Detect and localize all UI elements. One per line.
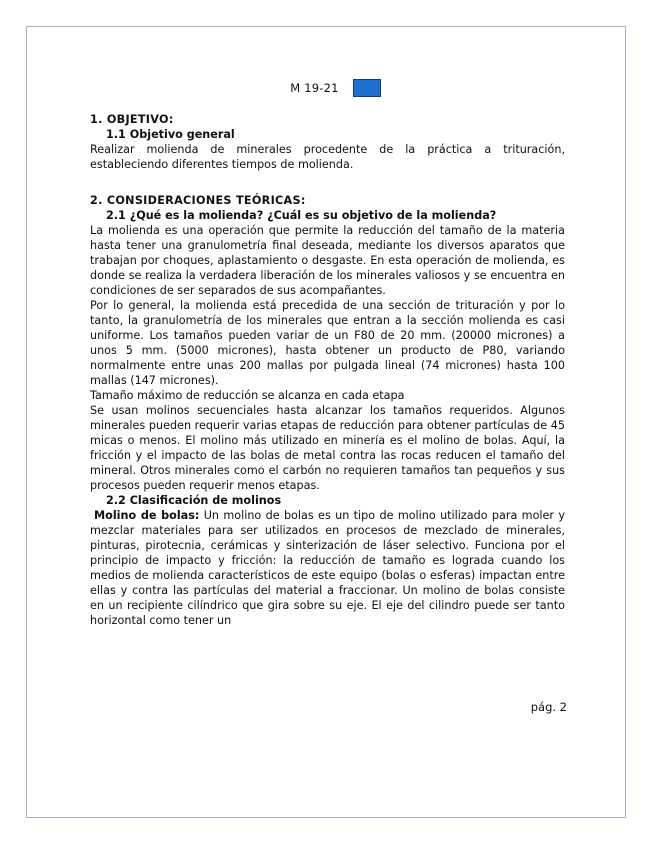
document-code: M 19-21 (290, 80, 339, 95)
section-2-heading: 2. CONSIDERACIONES TEÓRICAS: (90, 194, 306, 207)
section-1-heading: 1. OBJETIVO: (90, 113, 174, 126)
page-header (90, 78, 565, 98)
section-1-1-heading: 1.1 Objetivo general (106, 128, 235, 141)
section-2-2-paragraph (90, 508, 565, 628)
page-number: pág. 2 (530, 700, 567, 714)
color-box (353, 79, 381, 97)
section-2-2-heading: 2.2 Clasificación de molinos (106, 494, 282, 507)
section-1-paragraph: Realizar molienda de minerales procedente de la práctica a trituración, estableciendo diferentes tiempos de molienda. (90, 143, 565, 171)
document-body (90, 78, 565, 628)
section-2-1-heading: 2.1 ¿Qué es la molienda? ¿Cuál es su objetivo de la molienda? (106, 209, 497, 222)
section-2-1-paragraph-3: Tamaño máximo de reducción se alcanza en cada etapa (90, 389, 405, 402)
section-2-1-paragraph-1: La molienda es una operación que permite la reducción del tamaño de la materia hasta tener una granulometría final deseada, mediante los diversos aparatos que trabajan por choques, aplastamiento o desgaste. En esta operación de molienda, es donde se realiza la verdadera liberación de los minerales valiosos y se encuentra en condiciones de ser separados de sus acompañantes. (90, 224, 565, 297)
ball-mill-text: Un molino de bolas es un tipo de molino utilizado para moler y mezclar materiales para ser utilizados en procesos de mezclado de minerales, pinturas, pirotecnia, cerámicas y sinterización de láser selectivo. Funciona por el principio de impacto y fricción: la reducción de tamaño es lograda cuando los medios de molienda característicos de este equipo (bolas o esferas) impactan entre ellas y contra las partículas del material a fraccionar. Un molino de bolas consiste en un recipiente cilíndrico que gira sobre su eje. El eje del cilindro puede ser tanto horizontal como tener un (90, 509, 565, 627)
ball-mill-lead: Molino de bolas: (94, 509, 200, 522)
section-2-1-paragraph-2: Por lo general, la molienda está precedida de una sección de trituración y por lo tanto, la granulometría de los minerales que entran a la sección molienda es casi uniforme. Los tamaños pueden variar de un F80 de 20 mm. (20000 micrones) a unos 5 mm. (5000 micrones), hasta obtener un producto de P80, variando normalmente entre unas 200 mallas por pulgada lineal (74 micrones) hasta 100 mallas (147 micrones). (90, 299, 565, 387)
section-2-1-paragraph-4: Se usan molinos secuenciales hasta alcanzar los tamaños requeridos. Algunos minerales pueden requerir varias etapas de reducción para obtener partículas de 45 micas o menos. El molino más utilizado en minería es el molino de bolas. Aquí, la fricción y el impacto de las bolas de metal contra las rocas reducen el tamaño del mineral. Otros minerales como el carbón no requieren tamaños tan pequeños y sus procesos pueden requerir menos etapas. (90, 404, 565, 492)
